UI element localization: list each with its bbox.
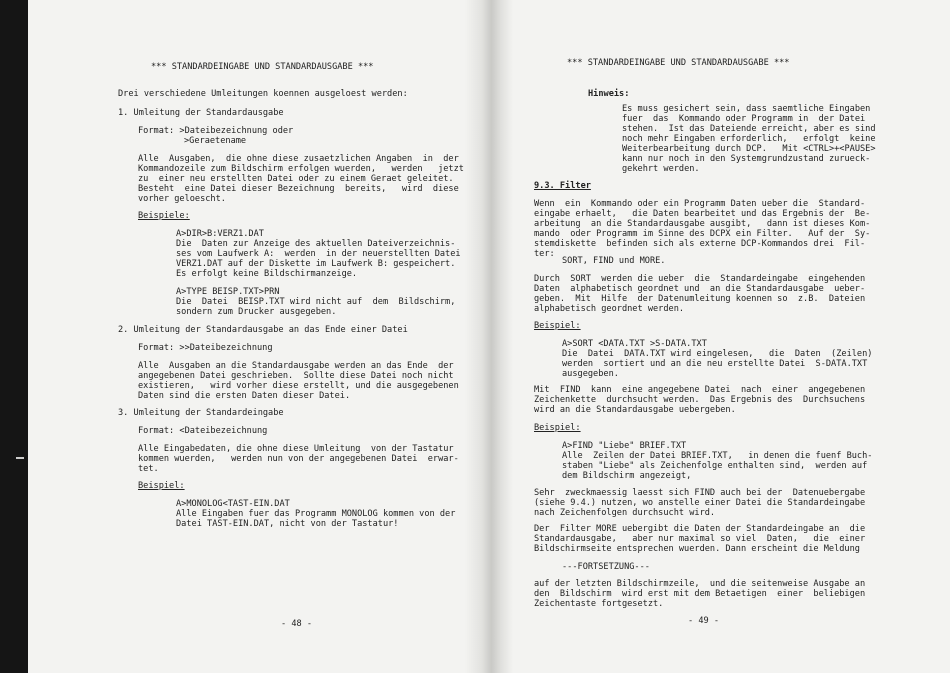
- continue-message: ---FORTSETZUNG---: [562, 562, 650, 572]
- paragraph-line: Zeichentaste fortgesetzt.: [534, 599, 664, 609]
- section-1-title: 1. Umleitung der Standardausgabe: [118, 108, 284, 118]
- paragraph-line: existieren, wird vorher diese erstellt, und die ausgegebenen: [138, 381, 459, 391]
- paragraph-line: stemdiskette befinden sich als externe DCP-Kommandos drei Fil-: [534, 239, 866, 249]
- section-3-format: Format: <Dateibezeichnung: [138, 426, 268, 436]
- paragraph-line: Der Filter MORE uebergibt die Daten der Standardeingabe an die: [534, 524, 866, 534]
- paragraph-line: ter:: [534, 249, 555, 259]
- paragraph-line: Besteht eine Datei dieser Bezeichnung bereits, wird diese: [138, 184, 459, 194]
- example-line: Die Datei BEISP.TXT wird nicht auf dem Bildschirm,: [176, 297, 456, 307]
- paragraph-line: Durch SORT werden die ueber die Standardeingabe eingehenden: [534, 274, 866, 284]
- example-line: Datei TAST-EIN.DAT, nicht von der Tastatur!: [176, 519, 399, 529]
- note-line: noch mehr Eingaben erforderlich, erfolgt keine: [622, 134, 876, 144]
- example-heading: Beispiel:: [534, 321, 581, 331]
- paragraph-line: Alle Eingabedaten, die ohne diese Umleitung von der Tastatur: [138, 444, 454, 454]
- note-line: stehen. Ist das Dateiende erreicht, aber es sind: [622, 124, 876, 134]
- page-number: - 48 -: [281, 619, 313, 629]
- paragraph-line: eingabe erhaelt, die Daten bearbeitet und das Ergebnis der Be-: [534, 209, 871, 219]
- paragraph-line: zu einer neu erstellten Datei oder zu einem Geraet geleitet.: [138, 174, 454, 184]
- paragraph-line: alphabetisch geordnet werden.: [534, 304, 685, 314]
- section-2-title: 2. Umleitung der Standardausgabe an das Ende einer Datei: [118, 325, 408, 335]
- paragraph-line: Kommandozeile zum Bildschirm erfolgen wuerden, werden jetzt: [138, 164, 464, 174]
- note-line: kann nur noch in den Systemgrundzustand zurueck-: [622, 154, 871, 164]
- paragraph-line: Wenn ein Kommando oder ein Programm Daten ueber die Standard-: [534, 199, 866, 209]
- intro-text: Drei verschiedene Umleitungen koennen ausgeloest werden:: [118, 89, 408, 99]
- paragraph-line: geben. Mit Hilfe der Datenumleitung koennen so z.B. Dateien: [534, 294, 866, 304]
- paragraph-line: vorher geloescht.: [138, 194, 226, 204]
- page-48: [118, 0, 490, 673]
- paragraph-line: (siehe 9.4.) nutzen, wo anstelle einer Datei die Standardeingabe: [534, 498, 866, 508]
- paragraph-line: den Bildschirm wird erst mit dem Betaetigen einer beliebigen: [534, 589, 866, 599]
- paragraph-line: angegebenen Datei geschrieben. Sollte diese Datei noch nicht: [138, 371, 454, 381]
- filter-list: SORT, FIND und MORE.: [562, 256, 666, 266]
- paragraph-line: Mit FIND kann eine angegebene Datei nach einer angegebenen: [534, 385, 866, 395]
- paragraph-line: Standardausgabe, aber nur maximal so viel Daten, die einer: [534, 534, 866, 544]
- paragraph-line: Daten alphabetisch geordnet und an die Standardausgabe ueber-: [534, 284, 866, 294]
- example-line: sondern zum Drucker ausgegeben.: [176, 307, 337, 317]
- note-line: Weiterbearbeitung durch DCP. Mit <CTRL>+<PAUSE>: [622, 144, 876, 154]
- example-heading: Beispiel:: [534, 423, 581, 433]
- paragraph-line: auf der letzten Bildschirmzeile, und die seitenweise Ausgabe an: [534, 579, 866, 589]
- paragraph-line: tet.: [138, 464, 159, 474]
- example-command: A>DIR>B:VERZ1.DAT: [176, 229, 264, 239]
- paragraph-line: kommen wuerden, werden nun von der angegebenen Datei erwar-: [138, 454, 459, 464]
- section-3-title: 3. Umleitung der Standardeingabe: [118, 408, 284, 418]
- page-49: [534, 0, 902, 673]
- example-line: werden sortiert und an die neu erstellte Datei S-DATA.TXT: [562, 359, 868, 369]
- page-header: *** STANDARDEINGABE UND STANDARDAUSGABE ***: [151, 62, 374, 72]
- scan-mark: [16, 457, 24, 459]
- example-heading: Beispiel:: [138, 481, 185, 491]
- paragraph-line: nach Zeichenfolgen durchsucht wird.: [534, 508, 716, 518]
- example-command: A>SORT <DATA.TXT >S-DATA.TXT: [562, 339, 707, 349]
- section-1-format-alt: >Geraetename: [184, 136, 247, 146]
- page-number: - 49 -: [688, 616, 720, 626]
- example-line: ses vom Laufwerk A: werden in der neuerstellten Datei: [176, 249, 461, 259]
- section-2-format: Format: >>Dateibezeichnung: [138, 343, 273, 353]
- example-line: VERZ1.DAT auf der Diskette im Laufwerk B: gespeichert.: [176, 259, 456, 269]
- paragraph-line: wird an die Standardausgabe uebergeben.: [534, 405, 736, 415]
- note-line: fuer das Kommando oder Programm in der Datei: [622, 114, 866, 124]
- example-command: A>TYPE BEISP.TXT>PRN: [176, 287, 280, 297]
- note-line: Es muss gesichert sein, dass saemtliche Eingaben: [622, 104, 871, 114]
- examples-heading: Beispiele:: [138, 211, 190, 221]
- note-heading: Hinweis:: [588, 89, 630, 99]
- example-line: Die Daten zur Anzeige des aktuellen Dateiverzeichnis-: [176, 239, 456, 249]
- paragraph-line: Alle Ausgaben an die Standardausgabe werden an das Ende der: [138, 361, 454, 371]
- example-command: A>MONOLOG<TAST-EIN.DAT: [176, 499, 290, 509]
- scanner-binder-edge: [0, 0, 28, 673]
- example-line: Es erfolgt keine Bildschirmanzeige.: [176, 269, 358, 279]
- example-line: dem Bildschirm angezeigt,: [562, 471, 692, 481]
- example-line: staben "Liebe" als Zeichenfolge enthalten sind, werden auf: [562, 461, 868, 471]
- section-1-format: Format: >Dateibezeichnung oder: [138, 126, 294, 136]
- paragraph-line: arbeitung an die Standardausgabe ausgibt, dann ist dieses Kom-: [534, 219, 871, 229]
- example-command: A>FIND "Liebe" BRIEF.TXT: [562, 441, 687, 451]
- paragraph-line: mando oder Programm im Sinne des DCPX ein Filter. Auf der Sy-: [534, 229, 871, 239]
- example-line: Alle Zeilen der Datei BRIEF.TXT, in denen die fuenf Buch-: [562, 451, 873, 461]
- paragraph-line: Alle Ausgaben, die ohne diese zusaetzlichen Angaben in der: [138, 154, 459, 164]
- paragraph-line: Daten sind die ersten Daten dieser Datei.: [138, 391, 351, 401]
- example-line: ausgegeben.: [562, 369, 619, 379]
- example-line: Alle Eingaben fuer das Programm MONOLOG kommen von der: [176, 509, 456, 519]
- paragraph-line: Zeichenkette durchsucht werden. Das Ergebnis des Durchsuchens: [534, 395, 866, 405]
- page-header: *** STANDARDEINGABE UND STANDARDAUSGABE ***: [567, 58, 790, 68]
- section-heading-filter: 9.3. Filter: [534, 181, 591, 191]
- example-line: Die Datei DATA.TXT wird eingelesen, die Daten (Zeilen): [562, 349, 873, 359]
- paragraph-line: Bildschirmseite entsprechen wuerden. Dann erscheint die Meldung: [534, 544, 860, 554]
- note-line: gekehrt werden.: [622, 164, 700, 174]
- paragraph-line: Sehr zweckmaessig laesst sich FIND auch bei der Datenuebergabe: [534, 488, 866, 498]
